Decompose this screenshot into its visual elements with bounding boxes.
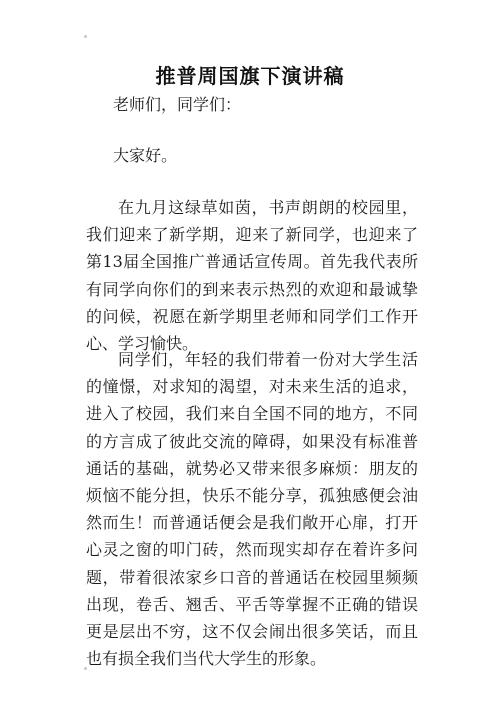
salutation-line: 大家好。 <box>113 146 178 165</box>
page-corner-mark <box>84 35 87 38</box>
paragraph: 同学们，年轻的我们带着一份对大学生活的憧憬，对求知的渴望，对未来生活的追求，进入了校园，我们来自全国不同的地方，不同的方言成了彼此交流的障碍，如果没有标准普通话的基础，就势必又带来很多麻烦：朋友的烦恼不能分担，快乐不能分享，孤独感便会油然而生！而普通话便会是我们敞开心扉，打开心灵之窗的叩门砖，然而现实却存在着许多问题，带着很浓家乡口音的普通话在校园里频频出现，卷舌、翘舌、平舌等掌握不正确的错误更是层出不穷，这不仅会闹出很多笑话，而且也有损全我们当代大学生的形象。 <box>86 350 418 669</box>
greeting-line: 老师们，同学们： <box>113 95 242 114</box>
paragraph: 在九月这绿草如茵，书声朗朗的校园里，我们迎来了新学期，迎来了新同学，也迎来了第13届全国推广普通话宣传周。首先我代表所有同学向你们的到来表示热烈的欢迎和最诚挚的问候，祝愿在新学期里老师和同学们工作开心、学习愉快。 <box>86 198 418 354</box>
document-title: 推普周国旗下演讲稿 <box>155 64 345 88</box>
